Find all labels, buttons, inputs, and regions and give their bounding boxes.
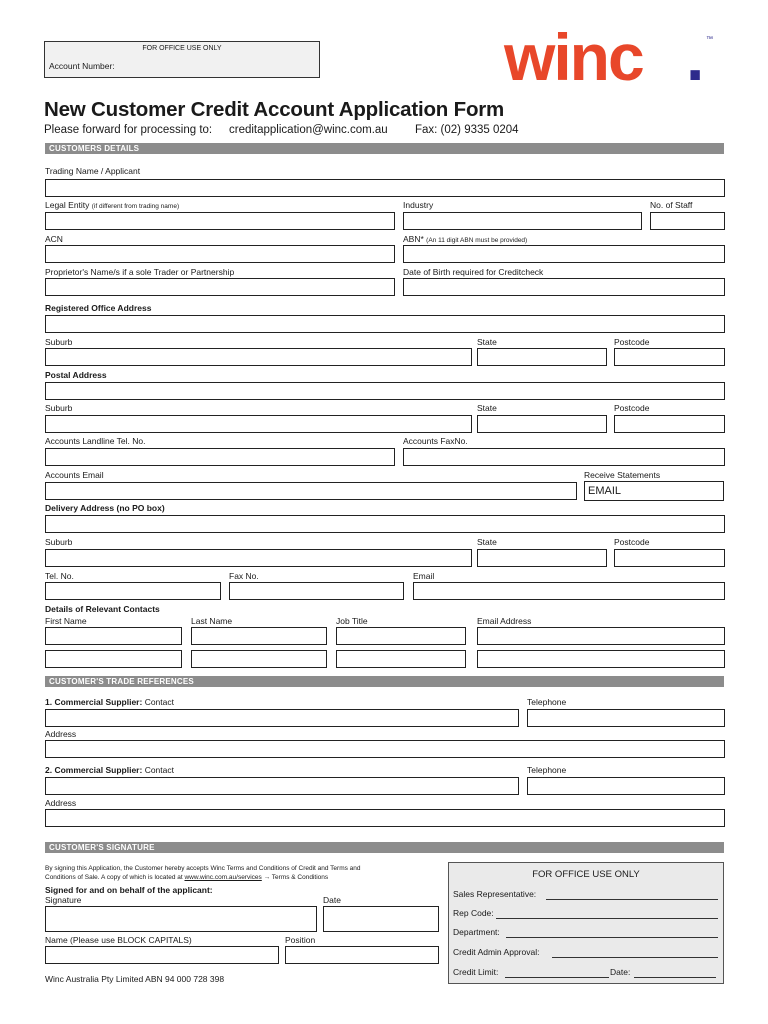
contacts-label: Details of Relevant Contacts: [45, 604, 160, 614]
reg-postcode-label: Postcode: [614, 337, 650, 347]
receive-statements-label: Receive Statements: [584, 470, 661, 480]
logo-dot: .: [686, 20, 705, 94]
section-trade-references: CUSTOMER'S TRADE REFERENCES: [45, 676, 724, 687]
contact1-job-title[interactable]: [336, 627, 466, 645]
position-field[interactable]: [285, 946, 439, 964]
logo-tm: ™: [706, 36, 713, 43]
email-address-label: Email Address: [477, 616, 532, 626]
section-customers-details: CUSTOMERS DETAILS: [45, 143, 724, 154]
supplier2-telephone-field[interactable]: [527, 777, 725, 795]
contact2-email[interactable]: [477, 650, 725, 668]
no-staff-field[interactable]: [650, 212, 725, 230]
rep-code-label: Rep Code:: [453, 908, 494, 918]
supplier1-telephone-field[interactable]: [527, 709, 725, 727]
sign-date-field[interactable]: [323, 906, 439, 932]
supplier1-contact-field[interactable]: [45, 709, 519, 727]
delivery-field[interactable]: [45, 515, 725, 533]
job-title-label: Job Title: [336, 616, 368, 626]
contact2-last-name[interactable]: [191, 650, 327, 668]
rep-code-line[interactable]: [496, 918, 718, 919]
postal-suburb-field[interactable]: [45, 415, 472, 433]
forward-fax: Fax: (02) 9335 0204: [415, 124, 519, 136]
proprietor-label: Proprietor's Name/s if a sole Trader or Partnership: [45, 267, 235, 277]
del-suburb-field[interactable]: [45, 549, 472, 567]
signature-label: Signature: [45, 895, 82, 905]
footer-abn: Winc Australia Pty Limited ABN 94 000 728 398: [45, 974, 225, 984]
winc-logo: [504, 22, 734, 92]
signed-for-label: Signed for and on behalf of the applicant:: [45, 885, 213, 895]
reg-state-field[interactable]: [477, 348, 607, 366]
acn-field[interactable]: [45, 245, 395, 263]
trading-name-label: Trading Name / Applicant: [45, 166, 141, 176]
contact2-job-title[interactable]: [336, 650, 466, 668]
del-postcode-field[interactable]: [614, 549, 725, 567]
email-label: Email: [413, 571, 435, 581]
credit-admin-label: Credit Admin Approval:: [453, 947, 540, 957]
last-name-label: Last Name: [191, 616, 233, 626]
credit-limit-label: Credit Limit:: [453, 967, 499, 977]
postal-address-label: Postal Address: [45, 370, 107, 380]
section-signature: CUSTOMER'S SIGNATURE: [45, 842, 724, 853]
email-field[interactable]: [413, 582, 725, 600]
supplier2-telephone-label: Telephone: [527, 765, 567, 775]
supplier2-address-field[interactable]: [45, 809, 725, 827]
office-use-bottom-title: FOR OFFICE USE ONLY: [532, 869, 640, 880]
contact2-first-name[interactable]: [45, 650, 182, 668]
department-line[interactable]: [506, 937, 718, 938]
industry-field[interactable]: [403, 212, 642, 230]
del-postcode-label: Postcode: [614, 537, 650, 547]
industry-label: Industry: [403, 200, 434, 210]
terms-text: By signing this Application, the Customer hereby accepts Winc Terms and Conditions of Credit and Terms and Conditions of Sale. A copy of which is located at www.winc.com.au/services → Terms & Conditions: [45, 865, 361, 881]
landline-label: Accounts Landline Tel. No.: [45, 436, 146, 446]
supplier2-label: 2. Commercial Supplier: Contact: [45, 765, 174, 775]
reg-postcode-field[interactable]: [614, 348, 725, 366]
legal-entity-label: Legal Entity (if different from trading name): [45, 200, 180, 210]
faxno-field[interactable]: [403, 448, 725, 466]
supplier1-address-field[interactable]: [45, 740, 725, 758]
supplier1-telephone-label: Telephone: [527, 697, 567, 707]
office-use-box-bottom: [448, 862, 724, 984]
no-staff-label: No. of Staff: [650, 200, 693, 210]
fax-label: Fax No.: [229, 571, 259, 581]
proprietor-field[interactable]: [45, 278, 395, 296]
postal-state-field[interactable]: [477, 415, 607, 433]
terms-link[interactable]: www.winc.com.au/services: [184, 874, 262, 881]
reg-suburb-field[interactable]: [45, 348, 472, 366]
trading-name-field[interactable]: [45, 179, 725, 197]
dob-label: Date of Birth required for Creditcheck: [403, 267, 544, 277]
sales-rep-line[interactable]: [546, 899, 718, 900]
postal-state-label: State: [477, 403, 497, 413]
supplier2-contact-field[interactable]: [45, 777, 519, 795]
registered-office-field[interactable]: [45, 315, 725, 333]
date-label: Date: [323, 895, 341, 905]
delivery-label: Delivery Address (no PO box): [45, 503, 165, 513]
postal-postcode-field[interactable]: [614, 415, 725, 433]
del-suburb-label: Suburb: [45, 537, 73, 547]
department-label: Department:: [453, 927, 500, 937]
first-name-label: First Name: [45, 616, 87, 626]
supplier2-address-label: Address: [45, 798, 77, 808]
account-number-label: Account Number:: [49, 61, 115, 71]
reg-state-label: State: [477, 337, 497, 347]
registered-office-label: Registered Office Address: [45, 303, 152, 313]
logo-text: winc: [504, 20, 643, 94]
legal-entity-field[interactable]: [45, 212, 395, 230]
tel-label: Tel. No.: [45, 571, 74, 581]
dob-field[interactable]: [403, 278, 725, 296]
signature-field[interactable]: [45, 906, 317, 932]
position-label: Position: [285, 935, 316, 945]
name-label: Name (Please use BLOCK CAPITALS): [45, 935, 192, 945]
del-state-field[interactable]: [477, 549, 607, 567]
abn-field[interactable]: [403, 245, 725, 263]
reg-suburb-label: Suburb: [45, 337, 73, 347]
office-date-label: Date:: [610, 967, 631, 977]
credit-limit-line[interactable]: [505, 977, 609, 978]
sales-rep-label: Sales Representative:: [453, 889, 537, 899]
acc-email-field[interactable]: [45, 482, 577, 500]
forward-label: Please forward for processing to:: [44, 124, 213, 136]
credit-admin-line[interactable]: [552, 957, 718, 958]
tel-field[interactable]: [45, 582, 221, 600]
landline-field[interactable]: [45, 448, 395, 466]
forward-email[interactable]: creditapplication@winc.com.au: [229, 124, 388, 136]
postal-address-field[interactable]: [45, 382, 725, 400]
fax-field[interactable]: [229, 582, 404, 600]
supplier1-address-label: Address: [45, 729, 77, 739]
office-date-line[interactable]: [634, 977, 716, 978]
postal-suburb-label: Suburb: [45, 403, 73, 413]
supplier1-label: 1. Commercial Supplier: Contact: [45, 697, 174, 707]
contact1-first-name[interactable]: [45, 627, 182, 645]
faxno-label: Accounts FaxNo.: [403, 436, 468, 446]
contact1-email[interactable]: [477, 627, 725, 645]
acn-label: ACN: [45, 234, 63, 244]
name-field[interactable]: [45, 946, 279, 964]
office-use-box-top: [44, 41, 320, 78]
del-state-label: State: [477, 537, 497, 547]
contact1-last-name[interactable]: [191, 627, 327, 645]
abn-label: ABN* (An 11 digit ABN must be provided): [403, 234, 528, 244]
receive-statements-select[interactable]: EMAIL: [584, 481, 724, 501]
office-use-title: FOR OFFICE USE ONLY: [142, 45, 222, 52]
page-title: New Customer Credit Account Application Form: [44, 98, 505, 121]
acc-email-label: Accounts Email: [45, 470, 104, 480]
postal-postcode-label: Postcode: [614, 403, 650, 413]
